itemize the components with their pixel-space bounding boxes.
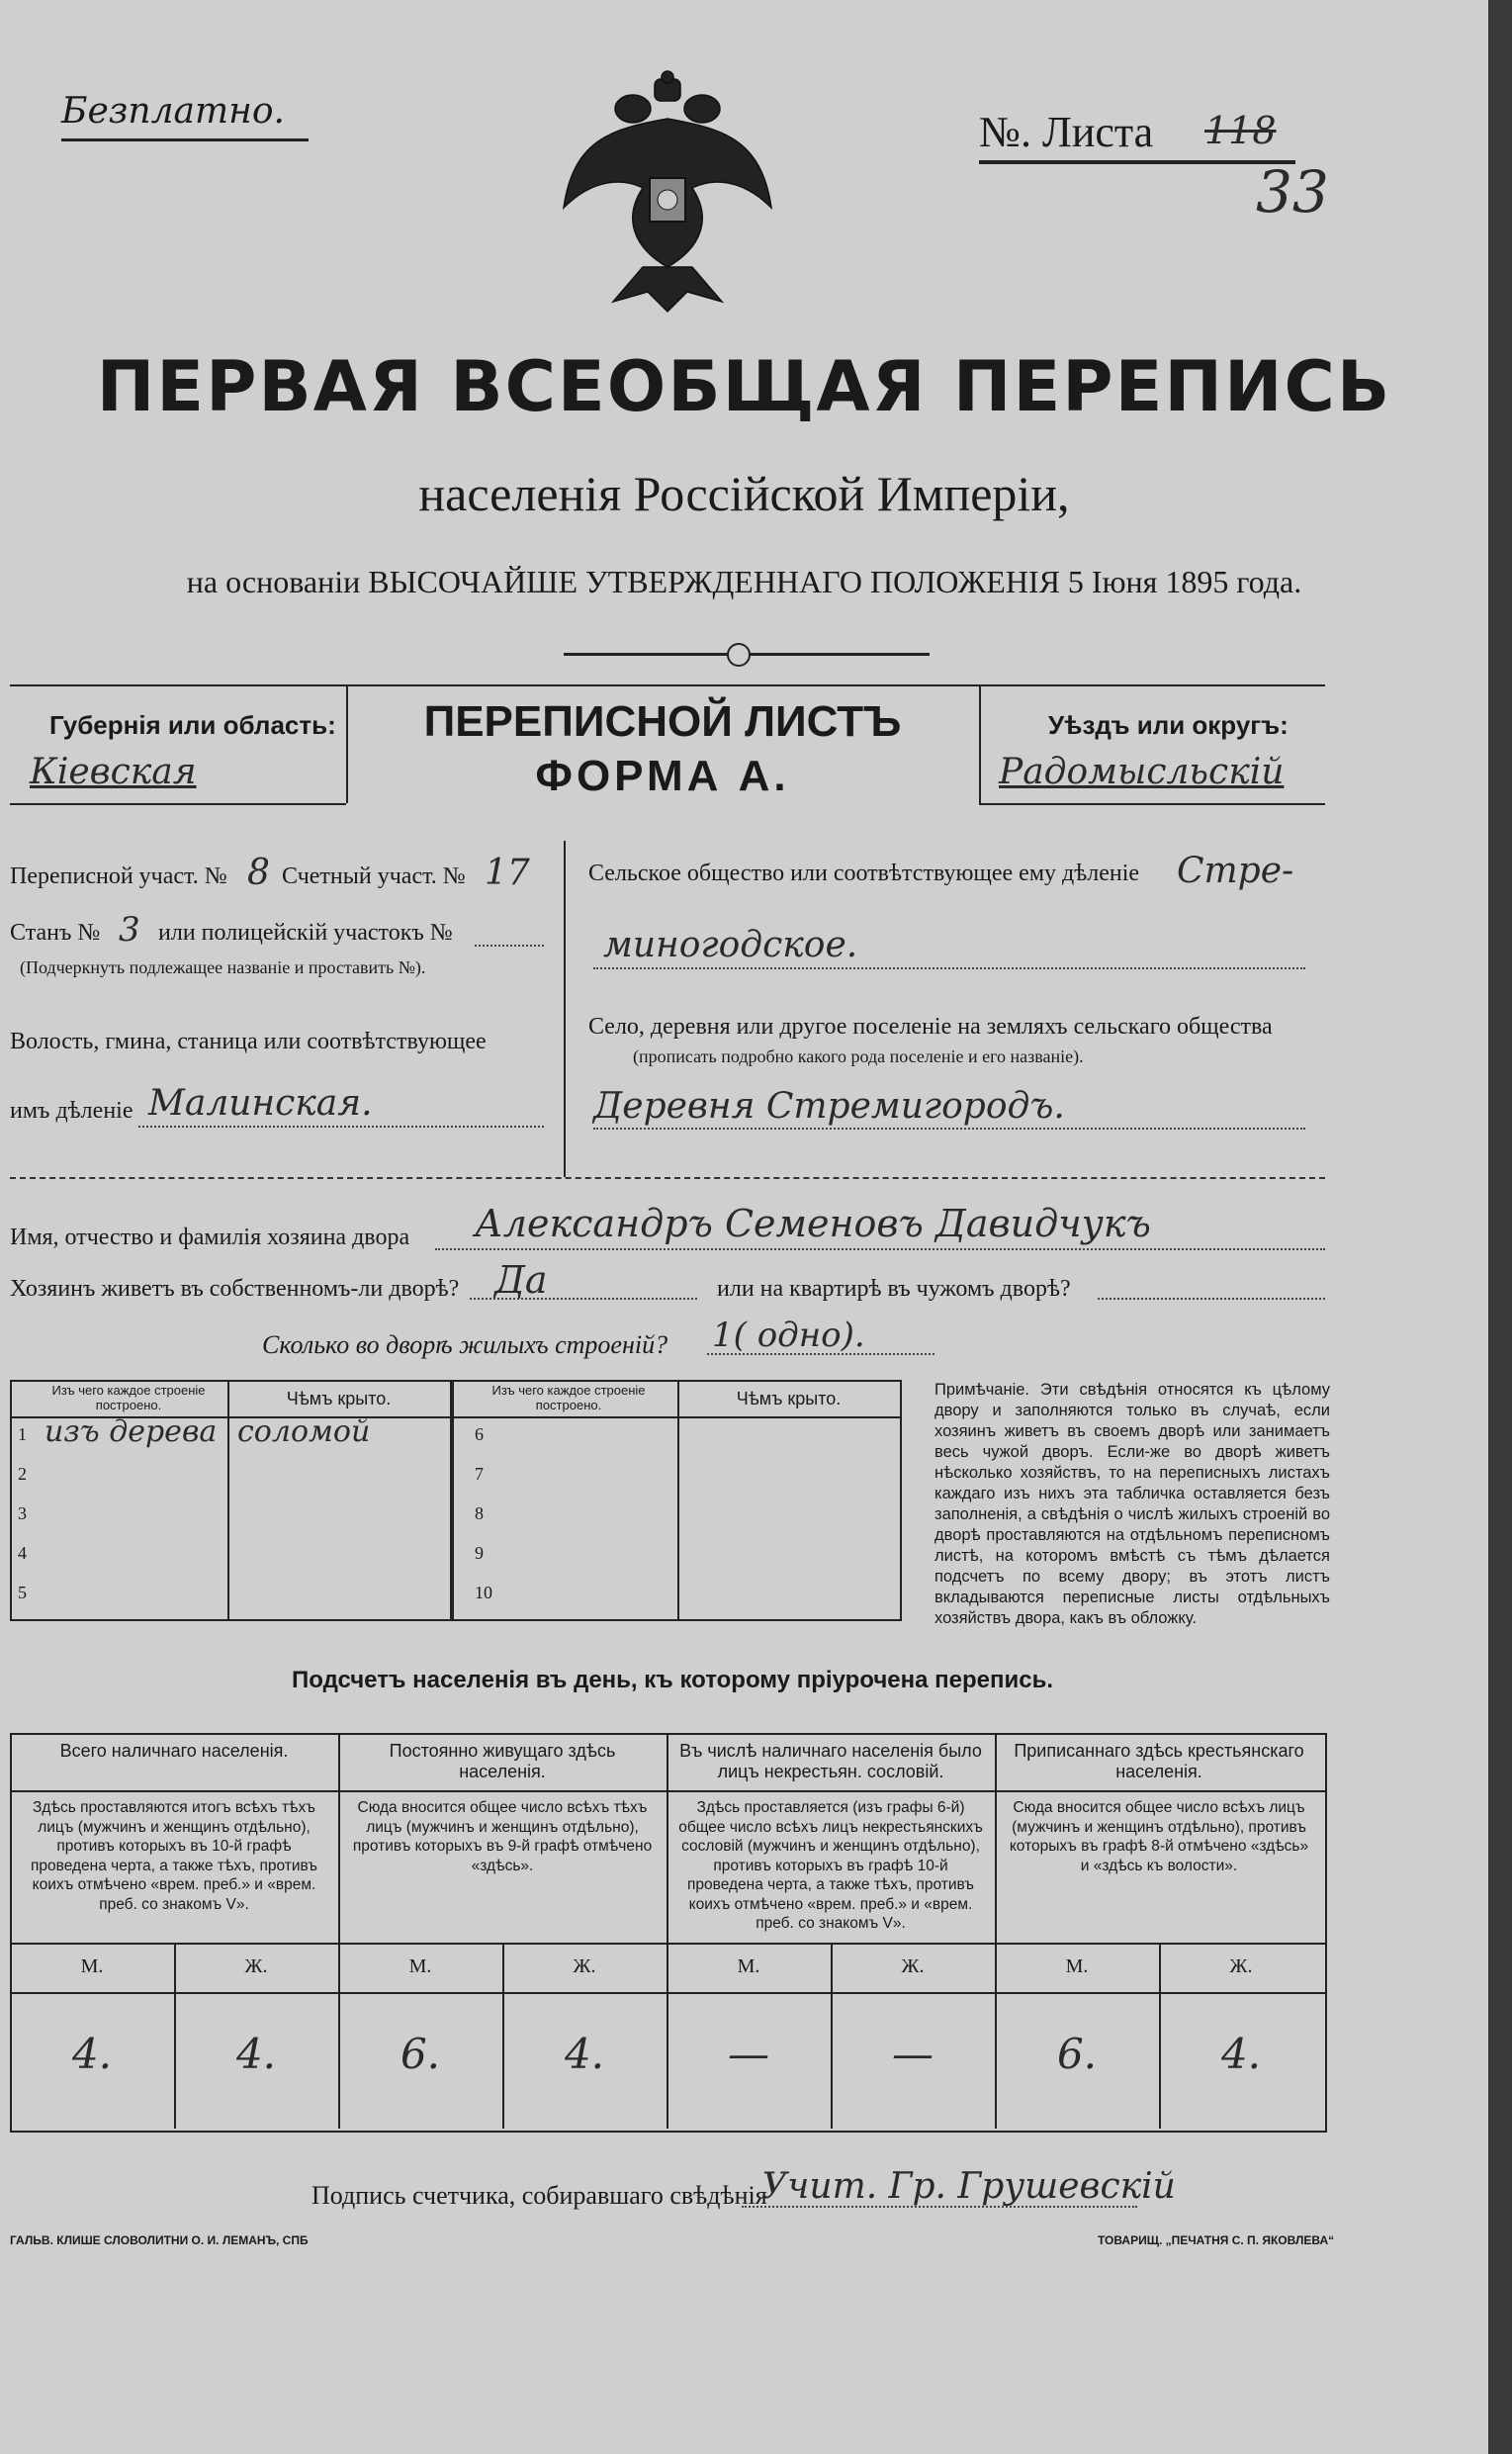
count-zh-value: — (892, 2030, 934, 2078)
sheet-number-crossed: 118 (1204, 109, 1277, 152)
guberniya-label: Губернія или область: (49, 710, 336, 740)
count-title: Подсчетъ населенія въ день, къ которому пріурочена перепись. (292, 1667, 1053, 1693)
volost-label: Волость, гмина, станица или соотвѣтствующее (10, 1029, 487, 1054)
rent-label: или на квартирѣ въ чужомъ дворѣ? (717, 1276, 1071, 1302)
count-m-value: 4. (71, 2030, 113, 2078)
buildings-col-material-2: Изъ чего каждое строеніе построено. (491, 1383, 646, 1412)
count-column-head: Приписаннаго здѣсь крестьянскаго населенія. (1014, 1741, 1304, 1781)
buildings-row-number: 3 (18, 1503, 27, 1523)
owner-label: Имя, отчество и фамилія хозяина двора (10, 1225, 410, 1250)
free-label: Безплатно. (61, 91, 285, 132)
guberniya-value: Кіевская (30, 752, 197, 792)
count-m-value: — (728, 2030, 769, 2078)
uchast-value: 8 (247, 853, 270, 893)
uezd-label: Уѣздъ или округъ: (1048, 710, 1289, 740)
page-edge (1488, 0, 1512, 2454)
buildings-row-number: 7 (475, 1464, 484, 1484)
count-m-label: М. (408, 1955, 432, 1977)
buildings-row-number: 9 (475, 1543, 484, 1563)
buildings-row-number: 8 (475, 1503, 484, 1523)
stan-label: Станъ № (10, 920, 101, 946)
buildings-row-number: 2 (18, 1464, 27, 1484)
society-value: Стре- (1177, 851, 1294, 891)
buildings-row-number: 6 (475, 1424, 484, 1444)
owner-value: Александръ Семеновъ Давидчукъ (475, 1202, 1151, 1245)
count-m-value: 6. (1056, 2030, 1098, 2078)
signature-value: Учит. Гр. Грушевскій (761, 2166, 1176, 2207)
count-zh-value: 4. (564, 2030, 605, 2078)
stan-note: (Подчеркнуть подлежащее названіе и проставить №). (20, 957, 426, 977)
page-subtitle: населенія Россійской Имперіи, (418, 466, 1070, 521)
volost-label-2: имъ дѣленіе (10, 1098, 133, 1124)
village-note: (прописать подробно какого рода поселеніе и его названіе). (633, 1046, 1084, 1066)
buildings-row-roof: соломой (237, 1414, 371, 1449)
count-zh-label: Ж. (573, 1955, 596, 1977)
count-m-value: 6. (400, 2030, 441, 2078)
buildings-col-roof-2: Чѣмъ крыто. (736, 1389, 842, 1409)
count-zh-label: Ж. (1229, 1955, 1253, 1977)
form-title: ПЕРЕПИСНОЙ ЛИСТЪ (423, 697, 902, 746)
count-zh-value: 4. (1220, 2030, 1262, 2078)
volost-value: Малинская. (148, 1083, 373, 1124)
footer-right: ТОВАРИЩ. „ПЕЧАТНЯ С. П. ЯКОВЛЕВА“ (1098, 2233, 1335, 2247)
society-label: Сельское общество или соотвѣтствующее ему дѣленіе (588, 861, 1140, 886)
buildings-label: Сколько во дворѣ жилыхъ строеній? (262, 1330, 668, 1359)
buildings-row-number: 4 (18, 1543, 27, 1563)
buildings-col-roof: Чѣмъ крыто. (286, 1389, 392, 1409)
count-column-head: Въ числѣ наличнаго населенія было лицъ некрестьян. сословій. (679, 1741, 982, 1781)
village-value: Деревня Стремигородъ. (593, 1086, 1065, 1127)
sheet-number-handwritten: 33 (1256, 158, 1329, 226)
note-text: Примѣчаніе. Эти свѣдѣнія относятся къ цѣлому двору и заполняются только въ случаѣ, если хозяинъ живетъ въ своемъ дворѣ или занимаетъ весь чужой дворъ. Если-же во дворѣ живетъ нѣсколько хозяйствъ, то на переписныхъ листахъ каждаго изъ нихъ эта табличка оставляется безъ заполненія, а свѣдѣнія о числѣ жилыхъ строеній во дворѣ проставляются на отдѣльномъ переписномъ листѣ, на которомъ вмѣстѣ съ тѣмъ дѣлается подсчетъ по всему двору; въ этотъ листъ вкладываются переписные листы отдѣльныхъ хозяйствъ двора, какъ въ обложку. (934, 1381, 1330, 1627)
form-subtitle: ФОРМА А. (535, 752, 790, 800)
schet-label: Счетный участ. № (282, 863, 466, 889)
buildings-row-number: 1 (18, 1424, 27, 1444)
buildings-col-material: Изъ чего каждое строеніе построено. (51, 1383, 206, 1412)
count-column-desc: Здѣсь проставляются итогъ всѣхъ тѣхъ лицъ (мужчинъ и женщинъ отдѣльно), противъ которыхъ въ 10-й графѣ проведена черта, а также тѣхъ, противъ коихъ отмѣчено «врем. преб.» и «врем. преб. со знакомъ V». (31, 1799, 317, 1913)
count-column-head: Всего наличнаго населенія. (59, 1741, 289, 1761)
count-m-label: М. (80, 1955, 104, 1977)
legal-basis: на основаніи ВЫСОЧАЙШЕ УТВЕРЖДЕННАГО ПОЛОЖЕНІЯ 5 Іюня 1895 года. (186, 564, 1302, 599)
society-value-2: миногодское. (603, 925, 858, 965)
count-zh-label: Ж. (901, 1955, 925, 1977)
count-column-desc: Сюда вносится общее число всѣхъ тѣхъ лицъ (мужчинъ и женщинъ отдѣльно), противъ которыхъ въ 9-й графѣ отмѣчено «здѣсь». (352, 1799, 653, 1874)
own-yard-value: Да (494, 1258, 548, 1302)
sheet-number-label: №. Листа (979, 108, 1154, 156)
own-yard-label: Хозяинъ живетъ въ собственномъ-ли дворѣ? (10, 1276, 460, 1302)
count-column-head: Постоянно живущаго здѣсь населенія. (389, 1741, 616, 1781)
count-column-desc: Сюда вносится общее число всѣхъ лицъ (мужчинъ и женщинъ отдѣльно), противъ которыхъ въ графѣ 8-й отмѣчено «здѣсь» и «здѣсь къ волости». (1009, 1799, 1309, 1874)
count-column-desc: Здѣсь проставляется (изъ графы 6-й) общее число всѣхъ лицъ некрестьянскихъ сословій (мужчинъ и женщинъ отдѣльно), противъ которыхъ въ графѣ 10-й проведена черта, а также тѣхъ, противъ коихъ отмѣчено «врем. преб.» и «врем. преб. со знакомъ V». (678, 1799, 983, 1932)
stan-value: 3 (119, 910, 140, 950)
page-title: ПЕРВАЯ ВСЕОБЩАЯ ПЕРЕПИСЬ (96, 346, 1392, 427)
buildings-row-material: изъ дерева (44, 1414, 218, 1449)
uezd-value: Радомысльскій (999, 752, 1285, 792)
count-zh-label: Ж. (244, 1955, 268, 1977)
count-zh-value: 4. (235, 2030, 277, 2078)
village-label: Село, деревня или другое поселеніе на земляхъ сельскаго общества (588, 1014, 1273, 1040)
signature-label: Подпись счетчика, собиравшаго свѣдѣнія (311, 2181, 767, 2210)
buildings-row-number: 5 (18, 1583, 27, 1602)
imperial-eagle-emblem (554, 69, 781, 317)
buildings-row-number: 10 (475, 1583, 492, 1602)
stan-rest: или полицейскій участокъ № (158, 920, 453, 946)
footer-left: ГАЛЬВ. КЛИШЕ СЛОВОЛИТНИ О. И. ЛЕМАНЪ, СПБ (10, 2233, 309, 2247)
schet-value: 17 (485, 853, 530, 893)
count-m-label: М. (737, 1955, 760, 1977)
buildings-value: 1( одно). (712, 1316, 865, 1355)
count-m-label: М. (1065, 1955, 1089, 1977)
uchast-label: Переписной участ. № (10, 863, 227, 889)
